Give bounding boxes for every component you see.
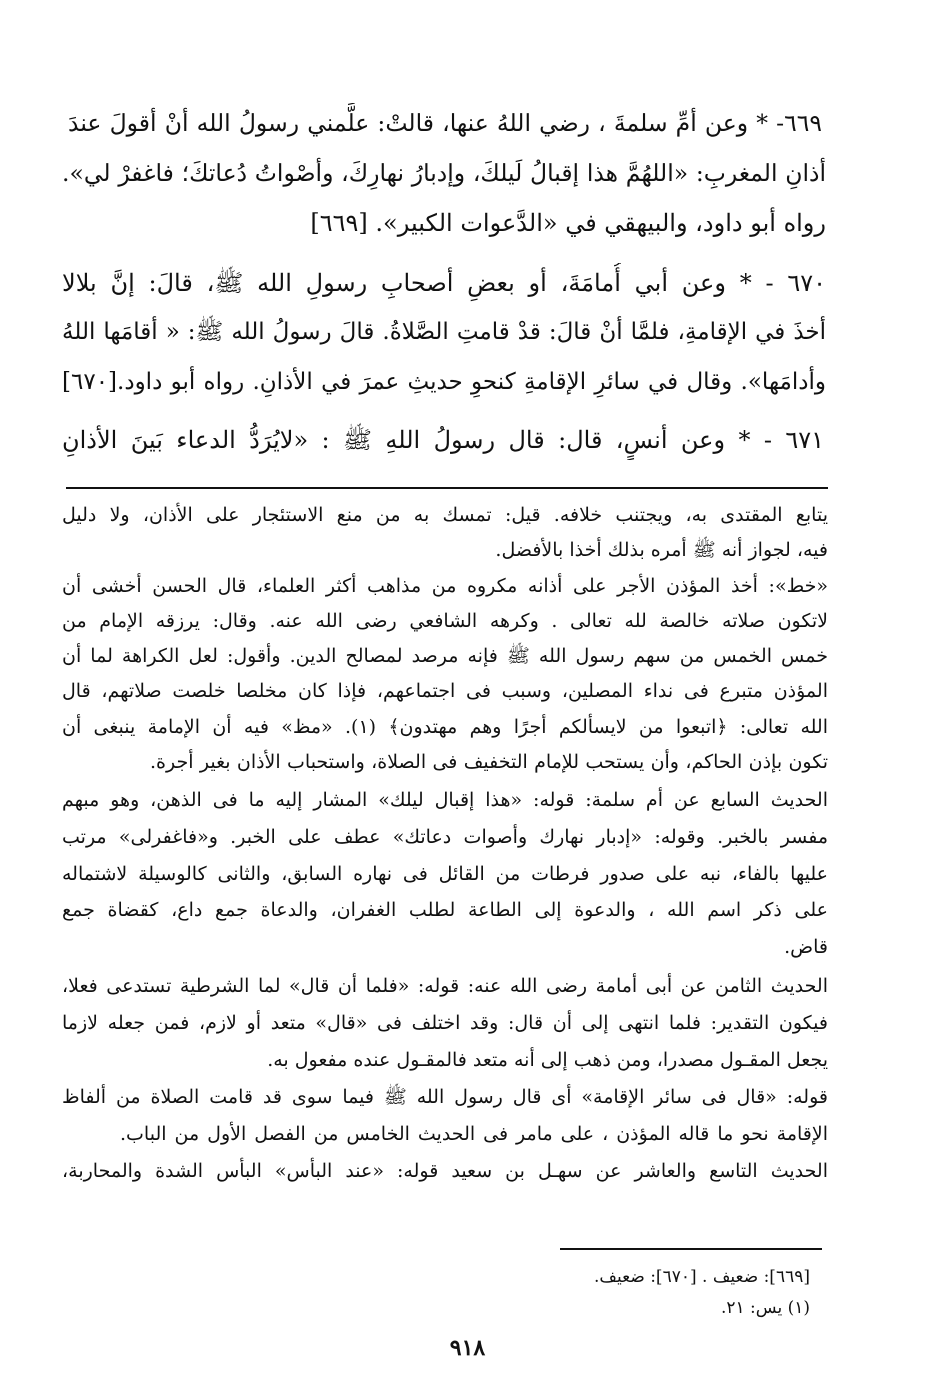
commentary-line: قاض. xyxy=(784,936,828,958)
commentary-line: المؤذن متبرع فى نداء المصلين، وسبب فى اجتماعهم، فإذا كان مخلصا خلصت صلاتهم، قال xyxy=(62,680,828,702)
commentary-line: يتابع المقتدى به، ويجتنب خلافه. قيل: تمسك به من منع الاستئجار على الأذان، ولا دليل xyxy=(62,504,828,526)
commentary-line: الحديث الثامن عن أبى أمامة رضى الله عنه: قوله: «فلما أن قال» لما الشرطية تستدعى فعلا، xyxy=(62,975,828,997)
commentary-line: فيه، لجواز أنه ﷺ أمره بذلك أخذا بالأفضل. xyxy=(495,539,828,561)
commentary-line: قوله: «قال فى سائر الإقامة» أى قال رسول الله ﷺ فيما سوى قد قامت الصلاة من ألفاظ xyxy=(62,1086,828,1108)
commentary-line: تكون بإذن الحاكم، وأن يستحب للإمام التخفيف فى الصلاة، واستحباب الأذان بغير أجرة. xyxy=(150,751,828,773)
hadith-670-line-2: أخذَ في الإقامةِ، فلمَّا أنْ قالَ: قدْ قامتِ الصَّلاةُ. قالَ رسولُ الله ﷺ: « أقامَها اللهُ xyxy=(62,319,826,345)
commentary-line: خمس الخمس من سهم رسول الله ﷺ فإنه مرصد لمصالح الدين. وأقول: لعل الكراهة لما أن xyxy=(62,645,828,667)
commentary-line: عليها بالفاء، نبه على صدور فرطات من القائل فى نهاره السابق، والثانى كالوسيلة لاشتماله xyxy=(62,863,828,885)
commentary-line: فيكون التقدير: فلما انتهى إلى أن قال: وقد اختلف فى «قال» متعد أو لازم، فمن جعله لازما xyxy=(62,1012,828,1034)
quran-reference-footnote: (١) يس: ٢١. xyxy=(720,1298,810,1318)
hadith-669-line-3: رواه أبو داود، والبيهقي في «الدَّعوات الكبير». [٦٦٩] xyxy=(310,209,826,237)
commentary-line: الله تعالى: ﴿اتبعوا من لايسألكم أجرًا وهم مهتدون﴾ (١). «مظ» فيه أن الإمامة ينبغى أن xyxy=(62,716,828,738)
commentary-line: مفسر بالخبر. وقوله: «إدبار نهارك وأصوات دعاتك» عطف على الخبر. و«فاغفرلى» مرتب xyxy=(62,826,828,848)
commentary-line: على ذكر اسم الله ، والدعوة إلى الطاعة لطلب الغفران، والدعاة جمع داع، كقضاة جمع xyxy=(62,899,828,921)
commentary-line: الحديث التاسع والعاشر عن سهـل بن سعيد قوله: «عند البأس» البأس الشدة والمحاربة، xyxy=(62,1160,828,1182)
commentary-line: «خط»: أخذ المؤذن الأجر على أذانه مكروه من مذاهب أكثر العلماء، قال الحسن أخشى أن xyxy=(62,575,828,597)
footnote-divider xyxy=(560,1248,822,1250)
commentary-line: الإقامة نحو ما قاله المؤذن ، على مامر فى الحديث الخامس من الفصل الأول من الباب. xyxy=(120,1123,828,1145)
commentary-line: يجعل المقـول مصدرا، ومن ذهب إلى أنه متعد فالمقـول عنده مفعول به. xyxy=(267,1049,828,1071)
hadith-671-line-1: ٦٧١ - * وعن أنسٍ، قال: قال رسولُ اللهِ ﷺ : «لايُرَدُّ الدعاء بَينَ الأذانِ xyxy=(62,426,824,454)
commentary-line: لاتكون صلاته خالصة لله تعالى . وكرهه الشافعي رضى الله عنه. وقال: يرزقه الإمام من xyxy=(62,610,828,632)
hadith-669-line-1: ٦٦٩- * وعن أمِّ سلمةَ ، رضي اللهُ عنها، قالتْ: علَّمني رسولُ الله أنْ أقولَ عندَ xyxy=(68,109,822,137)
hadith-670-line-1: ٦٧٠ - * وعن أبي أُمامَةَ، أو بعضِ أصحابِ رسولِ الله ﷺ، قالَ: إنَّ بلالا xyxy=(62,269,826,297)
page-number: ٩١٨ xyxy=(449,1335,486,1361)
hadith-grades-footnote: [٦٦٩]: ضعيف . [٦٧٠]: ضعيف. xyxy=(594,1267,810,1287)
commentary-line: الحديث السابع عن أم سلمة: قوله: «هذا إقبال ليلك» المشار إليه ما فى الذهن، وهو مبهم xyxy=(62,789,828,811)
hadith-670-line-3: وأدامَها». وقال في سائرِ الإقامةِ كنحوِ حديثِ عمرَ في الأذانِ. رواه أبو داود.[٦٧٠] xyxy=(62,369,826,395)
commentary-divider xyxy=(66,487,828,489)
hadith-669-line-2: أذانِ المغربِ: «اللهُمَّ هذا إقبالُ لَيلكَ، وإدبارُ نهارِكَ، وأصْواتُ دُعاتكَ؛ فاغفرْ لي». xyxy=(62,159,826,187)
